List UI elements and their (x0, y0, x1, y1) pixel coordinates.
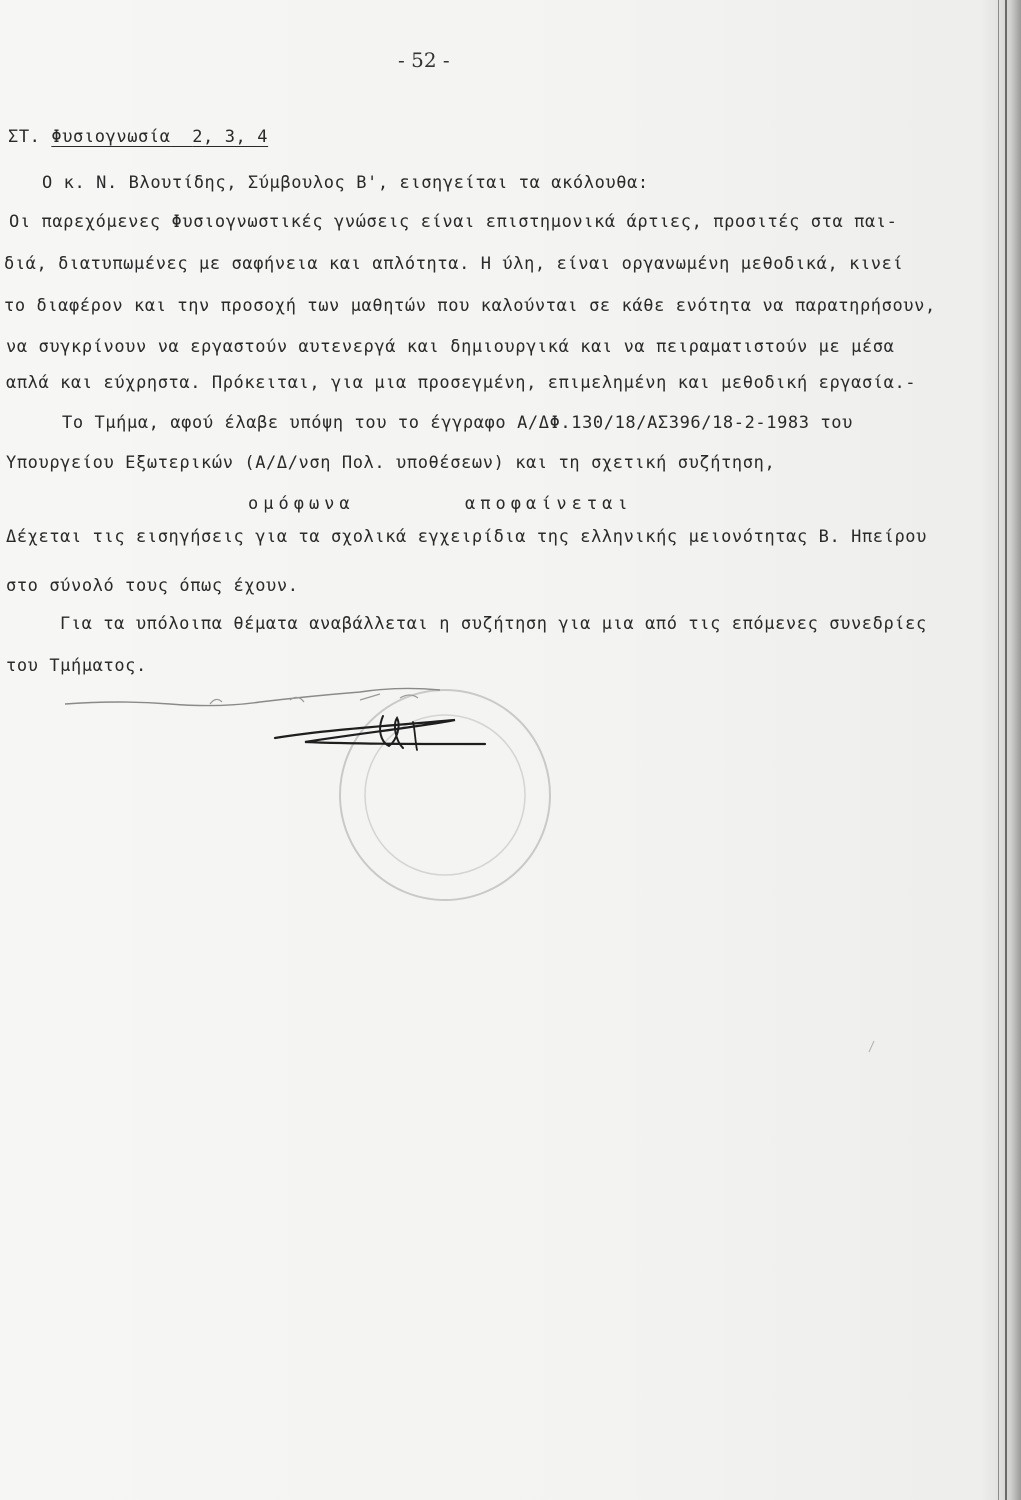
section-label: ΣΤ. (8, 127, 41, 147)
page-edge-shadow (981, 0, 1021, 1500)
paper-mark (866, 1040, 876, 1054)
paragraph-2-line-2: Υπουργείου Εξωτερικών (Α/Δ/νση Πολ. υποθέσεων) και τη σχετική συζήτηση, (6, 453, 776, 473)
paragraph-1-line-2: διά, διατυπωμένες με σαφήνεια και απλότητα. Η ύλη, είναι οργανωμένη μεθοδικά, κινεί (4, 254, 904, 274)
intro-line: Ο κ. Ν. Βλουτίδης, Σύμβουλος Β', εισηγείται τα ακόλουθα: (42, 173, 649, 193)
paragraph-1-line-4: να συγκρίνουν να εργαστούν αυτενεργά και δημιουργικά και να πειραματιστούν με μέσα (6, 337, 895, 357)
paragraph-4-line-1: Για τα υπόλοιπα θέματα αναβάλλεται η συζήτηση για μια από τις επόμενες συνεδρίες (60, 614, 927, 634)
paragraph-3-line-2: στο σύνολό τους όπως έχουν. (6, 576, 299, 596)
decision-verb: αποφαίνεται (465, 494, 633, 514)
paragraph-2-line-1: Το Τμήμα, αφού έλαβε υπόψη του το έγγραφο Α/ΔΦ.130/18/ΑΣ396/18-2-1983 του (62, 413, 853, 433)
binding-edge-line (1005, 0, 1007, 1500)
section-title: Φυσιογνωσία 2, 3, 4 (51, 127, 269, 147)
section-heading (8, 127, 268, 147)
binding-edge-line-secondary (998, 0, 999, 1500)
paragraph-1-line-1: Οι παρεχόμενες Φυσιογνωστικές γνώσεις είναι επιστημονικά άρτιες, προσιτές στα παι- (9, 212, 898, 232)
paragraph-1-line-3: το διαφέρον και την προσοχή των μαθητών που καλούνται σε κάθε ενότητα να παρατηρήσουν, (4, 296, 936, 316)
page-number: - 52 - (398, 48, 450, 72)
paragraph-3-line-1: Δέχεται τις εισηγήσεις για τα σχολικά εγχειρίδια της ελληνικής μειονότητας Β. Ηπείρου (6, 527, 927, 547)
decision-unanimous: ομόφωνα (248, 494, 355, 514)
handwritten-signature (265, 700, 495, 775)
paragraph-1-line-5: απλά και εύχρηστα. Πρόκειται, για μια προσεγμένη, επιμελημένη και μεθοδική εργασία.- (6, 373, 917, 393)
paragraph-4-line-2: του Τμήματος. (6, 656, 147, 676)
